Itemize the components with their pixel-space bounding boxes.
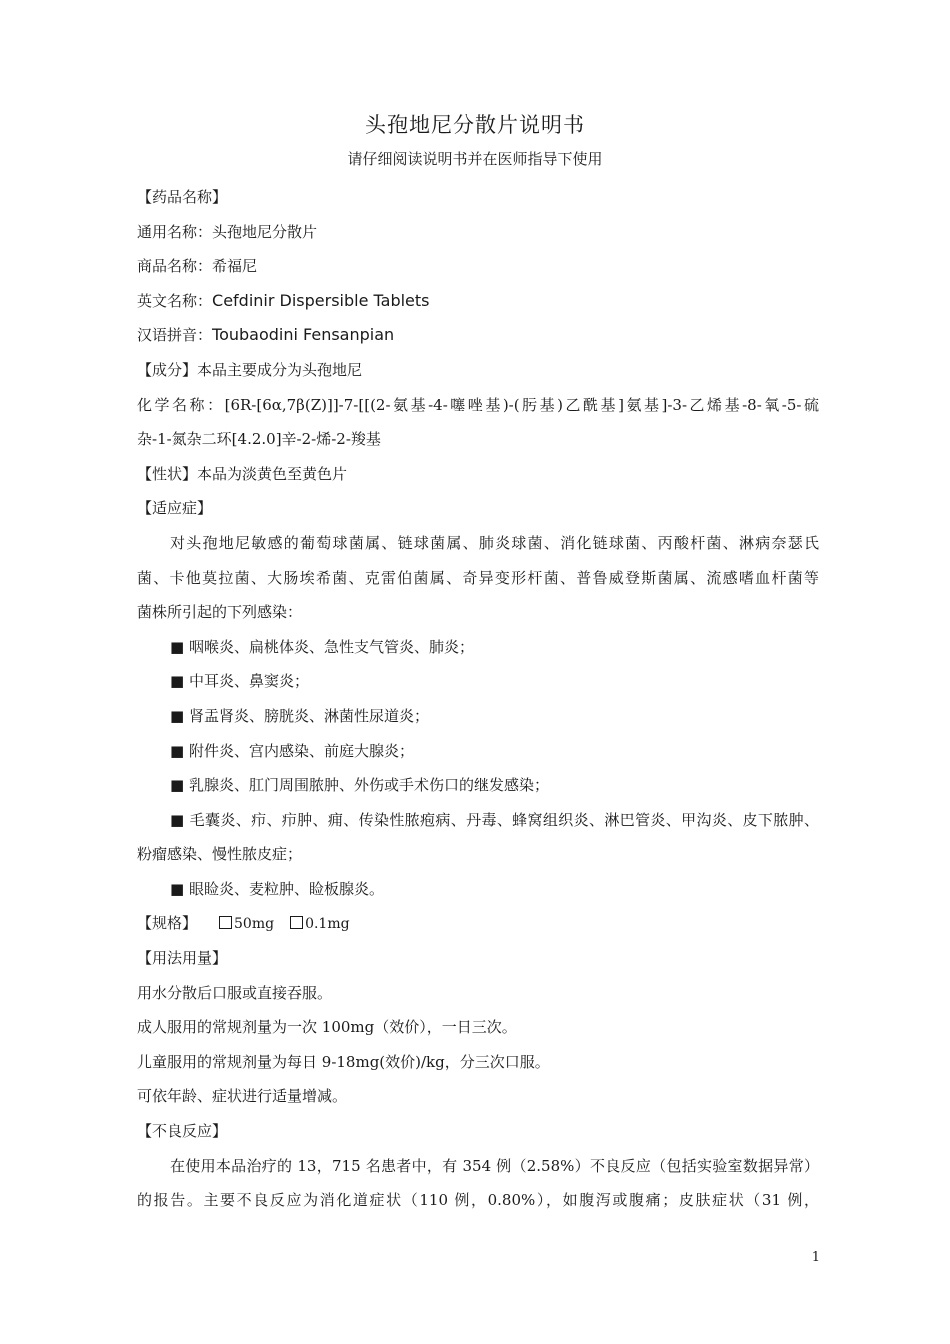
adverse-line-1: 在使用本品治疗的 13，715 名患者中，有 354 例（2.58%）不良反应（包括实验室数据异常） [170,1156,819,1175]
chemical-name-line-1: 化学名称：[6R-[6α,7β(Z)]]-7-[[(2-氨基-4-噻唑基)-(肟基)乙酰基]氨基]-3-乙烯基-8-氧-5-硫 [137,395,819,414]
document-body [137,180,819,1218]
indications-line-1: 对头孢地尼敏感的葡萄球菌属、链球菌属、肺炎球菌、消化链球菌、丙酸杆菌、淋病奈瑟氏 [170,533,819,552]
appearance: 【性状】本品为淡黄色至黄色片 [137,464,348,483]
spec-heading: 【规格】 [137,914,198,933]
indications-line-3: 菌株所引起的下列感染： [137,603,303,622]
english-name-row [137,284,819,319]
dosage-line-4: 可依年龄、症状进行适量增减。 [137,1087,348,1106]
pinyin-row [137,318,819,353]
spec-option-2: 0.1mg [305,916,350,933]
generic-name: 通用名称：头孢地尼分散片 [137,222,318,241]
list-item-continuation: 粉瘤感染、慢性脓皮症； [137,845,303,864]
list-item: ■ 眼睑炎、麦粒肿、睑板腺炎。 [170,879,384,898]
list-item: ■ 咽喉炎、扁桃体炎、急性支气管炎、肺炎； [170,637,474,656]
spec-option-1: 50mg [234,916,275,933]
composition: 【成分】本品主要成分为头孢地尼 [137,360,363,379]
document-subtitle: 请仔细阅读说明书并在医师指导下使用 [347,150,603,168]
adverse-heading: 【不良反应】 [137,1122,228,1141]
dosage-line-3: 儿童服用的常规剂量为每日 9-18mg(效价)/kg，分三次口服。 [137,1052,550,1071]
list-item: ■ 中耳炎、鼻窦炎； [170,672,309,691]
spec-checkbox-1 [219,916,232,929]
indications-line-2: 菌、卡他莫拉菌、大肠埃希菌、克雷伯菌属、奇异变形杆菌、普鲁威登斯菌属、流感嗜血杆菌等 [137,568,819,587]
list-item: ■ 附件炎、宫内感染、前庭大腺炎； [170,741,414,760]
list-item: ■ 毛囊炎、疖、疖肿、痈、传染性脓疱病、丹毒、蜂窝组织炎、淋巴管炎、甲沟炎、皮下脓肿、 [170,810,819,829]
page-number: 1 [811,1250,820,1265]
spec-row [137,906,819,941]
chemical-name-line-2: 杂-1-氮杂二环[4.2.0]辛-2-烯-2-羧基 [137,430,381,449]
english-name: Cefdinir Dispersible Tablets [212,290,430,310]
pinyin-label: 汉语拼音： [137,326,213,345]
spec-checkbox-2 [290,916,303,929]
indications-heading: 【适应症】 [137,499,213,518]
document-title: 头孢地尼分散片说明书 [365,113,585,137]
dosage-line-1: 用水分散后口服或直接吞服。 [137,983,333,1002]
list-item: ■ 乳腺炎、肛门周围脓肿、外伤或手术伤口的继发感染； [170,776,549,795]
dosage-heading: 【用法用量】 [137,949,228,968]
pinyin-name: Toubaodini Fensanpian [212,325,395,345]
adverse-line-2: 的报告。主要不良反应为消化道症状（110 例，0.80%），如腹泻或腹痛；皮肤症状（31 例， [137,1191,819,1210]
list-item: ■ 肾盂肾炎、膀胱炎、淋菌性尿道炎； [170,706,429,725]
drug-name-heading: 【药品名称】 [137,188,228,206]
dosage-line-2: 成人服用的常规剂量为一次 100mg（效价），一日三次。 [137,1018,517,1037]
trade-name: 商品名称：希福尼 [137,257,258,276]
english-name-label: 英文名称： [137,291,213,310]
